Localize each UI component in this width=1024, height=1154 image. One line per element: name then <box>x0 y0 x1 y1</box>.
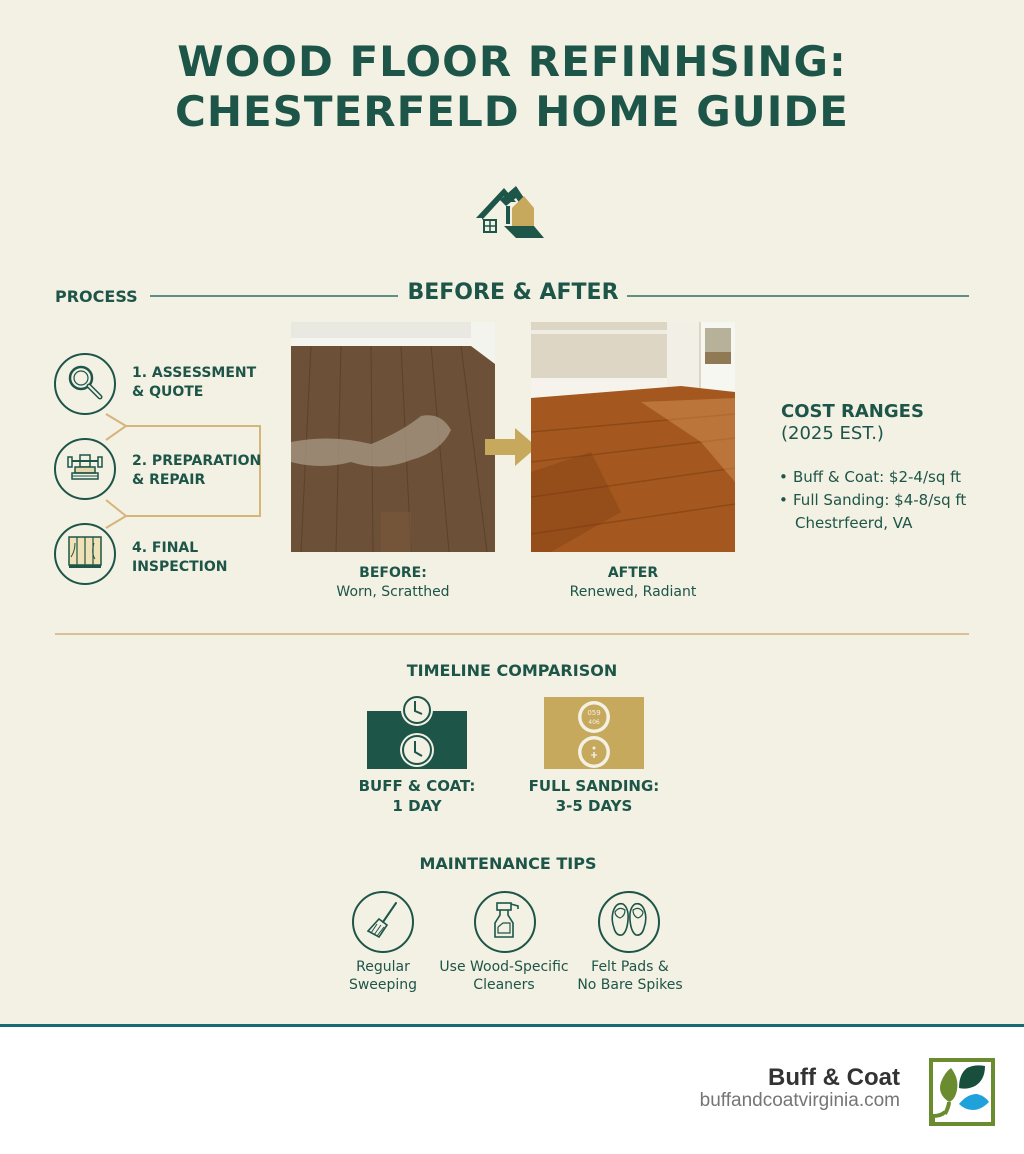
clock-dial-icon <box>575 734 613 774</box>
step-1-label: 1. ASSESSMENT & QUOTE <box>132 365 257 400</box>
step-1-circle <box>54 353 116 415</box>
before-heading: BEFORE: <box>359 565 427 581</box>
title-line-1: WOOD FLOOR REFINHSING: <box>177 37 847 86</box>
divider <box>150 295 398 297</box>
process-label: PROCESS <box>55 287 138 306</box>
step-3-circle <box>54 523 116 585</box>
after-caption: Renewed, Radiant <box>569 584 697 600</box>
step-2-circle <box>54 438 116 500</box>
tip-2-circle <box>474 891 536 953</box>
tip-2-label: Use Wood-Specific Cleaners <box>439 959 569 993</box>
svg-text:059: 059 <box>587 709 601 717</box>
clock-dial-icon <box>575 699 613 739</box>
maintenance-title: MAINTENANCE TIPS <box>419 854 597 873</box>
broom-icon <box>363 900 403 944</box>
brand-name: Buff & Coat <box>768 1064 900 1091</box>
tip-1-label: Regular Sweeping <box>348 959 418 993</box>
wood-planks-icon <box>66 533 104 575</box>
timeline-title: TIMELINE COMPARISON <box>406 661 618 680</box>
floor-sander-icon <box>65 447 105 491</box>
house-icon <box>476 186 546 238</box>
clock-icon <box>398 731 436 773</box>
section-divider <box>55 633 969 635</box>
arrow-right-icon <box>485 428 537 466</box>
tip-1-circle <box>352 891 414 953</box>
before-after-title: BEFORE & AFTER <box>407 280 619 305</box>
cost-ranges-block <box>781 401 924 445</box>
timeline-sanding-label: FULL SANDING: 3-5 DAYS <box>528 777 660 815</box>
tip-3-circle <box>598 891 660 953</box>
magnifier-icon <box>65 362 105 406</box>
clock-icon <box>398 692 436 732</box>
leaf-logo-icon <box>929 1058 995 1126</box>
spray-bottle-icon <box>485 899 525 945</box>
title-line-2: CHESTERFELD HOME GUIDE <box>175 87 849 136</box>
step-2-label: 2. PREPARATION & REPAIR <box>132 453 262 488</box>
slippers-icon <box>608 900 650 944</box>
brand-url[interactable]: buffandcoatvirginia.com <box>699 1090 900 1111</box>
tip-3-label: Felt Pads & No Bare Spikes <box>577 959 683 993</box>
cost-item: • Full Sanding: $4-8/sq ft <box>779 491 967 509</box>
cost-list <box>779 466 1009 535</box>
cost-item: • Buff & Coat: $2-4/sq ft <box>779 468 962 486</box>
cost-title: COST RANGES <box>781 401 924 422</box>
before-caption: Worn, Scratthed <box>336 584 450 600</box>
cost-subtitle: (2025 EST.) <box>781 423 884 444</box>
after-heading: AFTER <box>607 565 659 581</box>
step-3-label: 4. FINAL INSPECTION <box>132 540 228 575</box>
before-photo <box>291 322 495 552</box>
divider <box>627 295 969 297</box>
timeline-buff-label: BUFF & COAT: 1 DAY <box>358 777 476 815</box>
after-photo <box>531 322 735 552</box>
cost-location: Chestrfeerd, VA <box>795 514 913 532</box>
svg-text:406: 406 <box>588 719 600 726</box>
